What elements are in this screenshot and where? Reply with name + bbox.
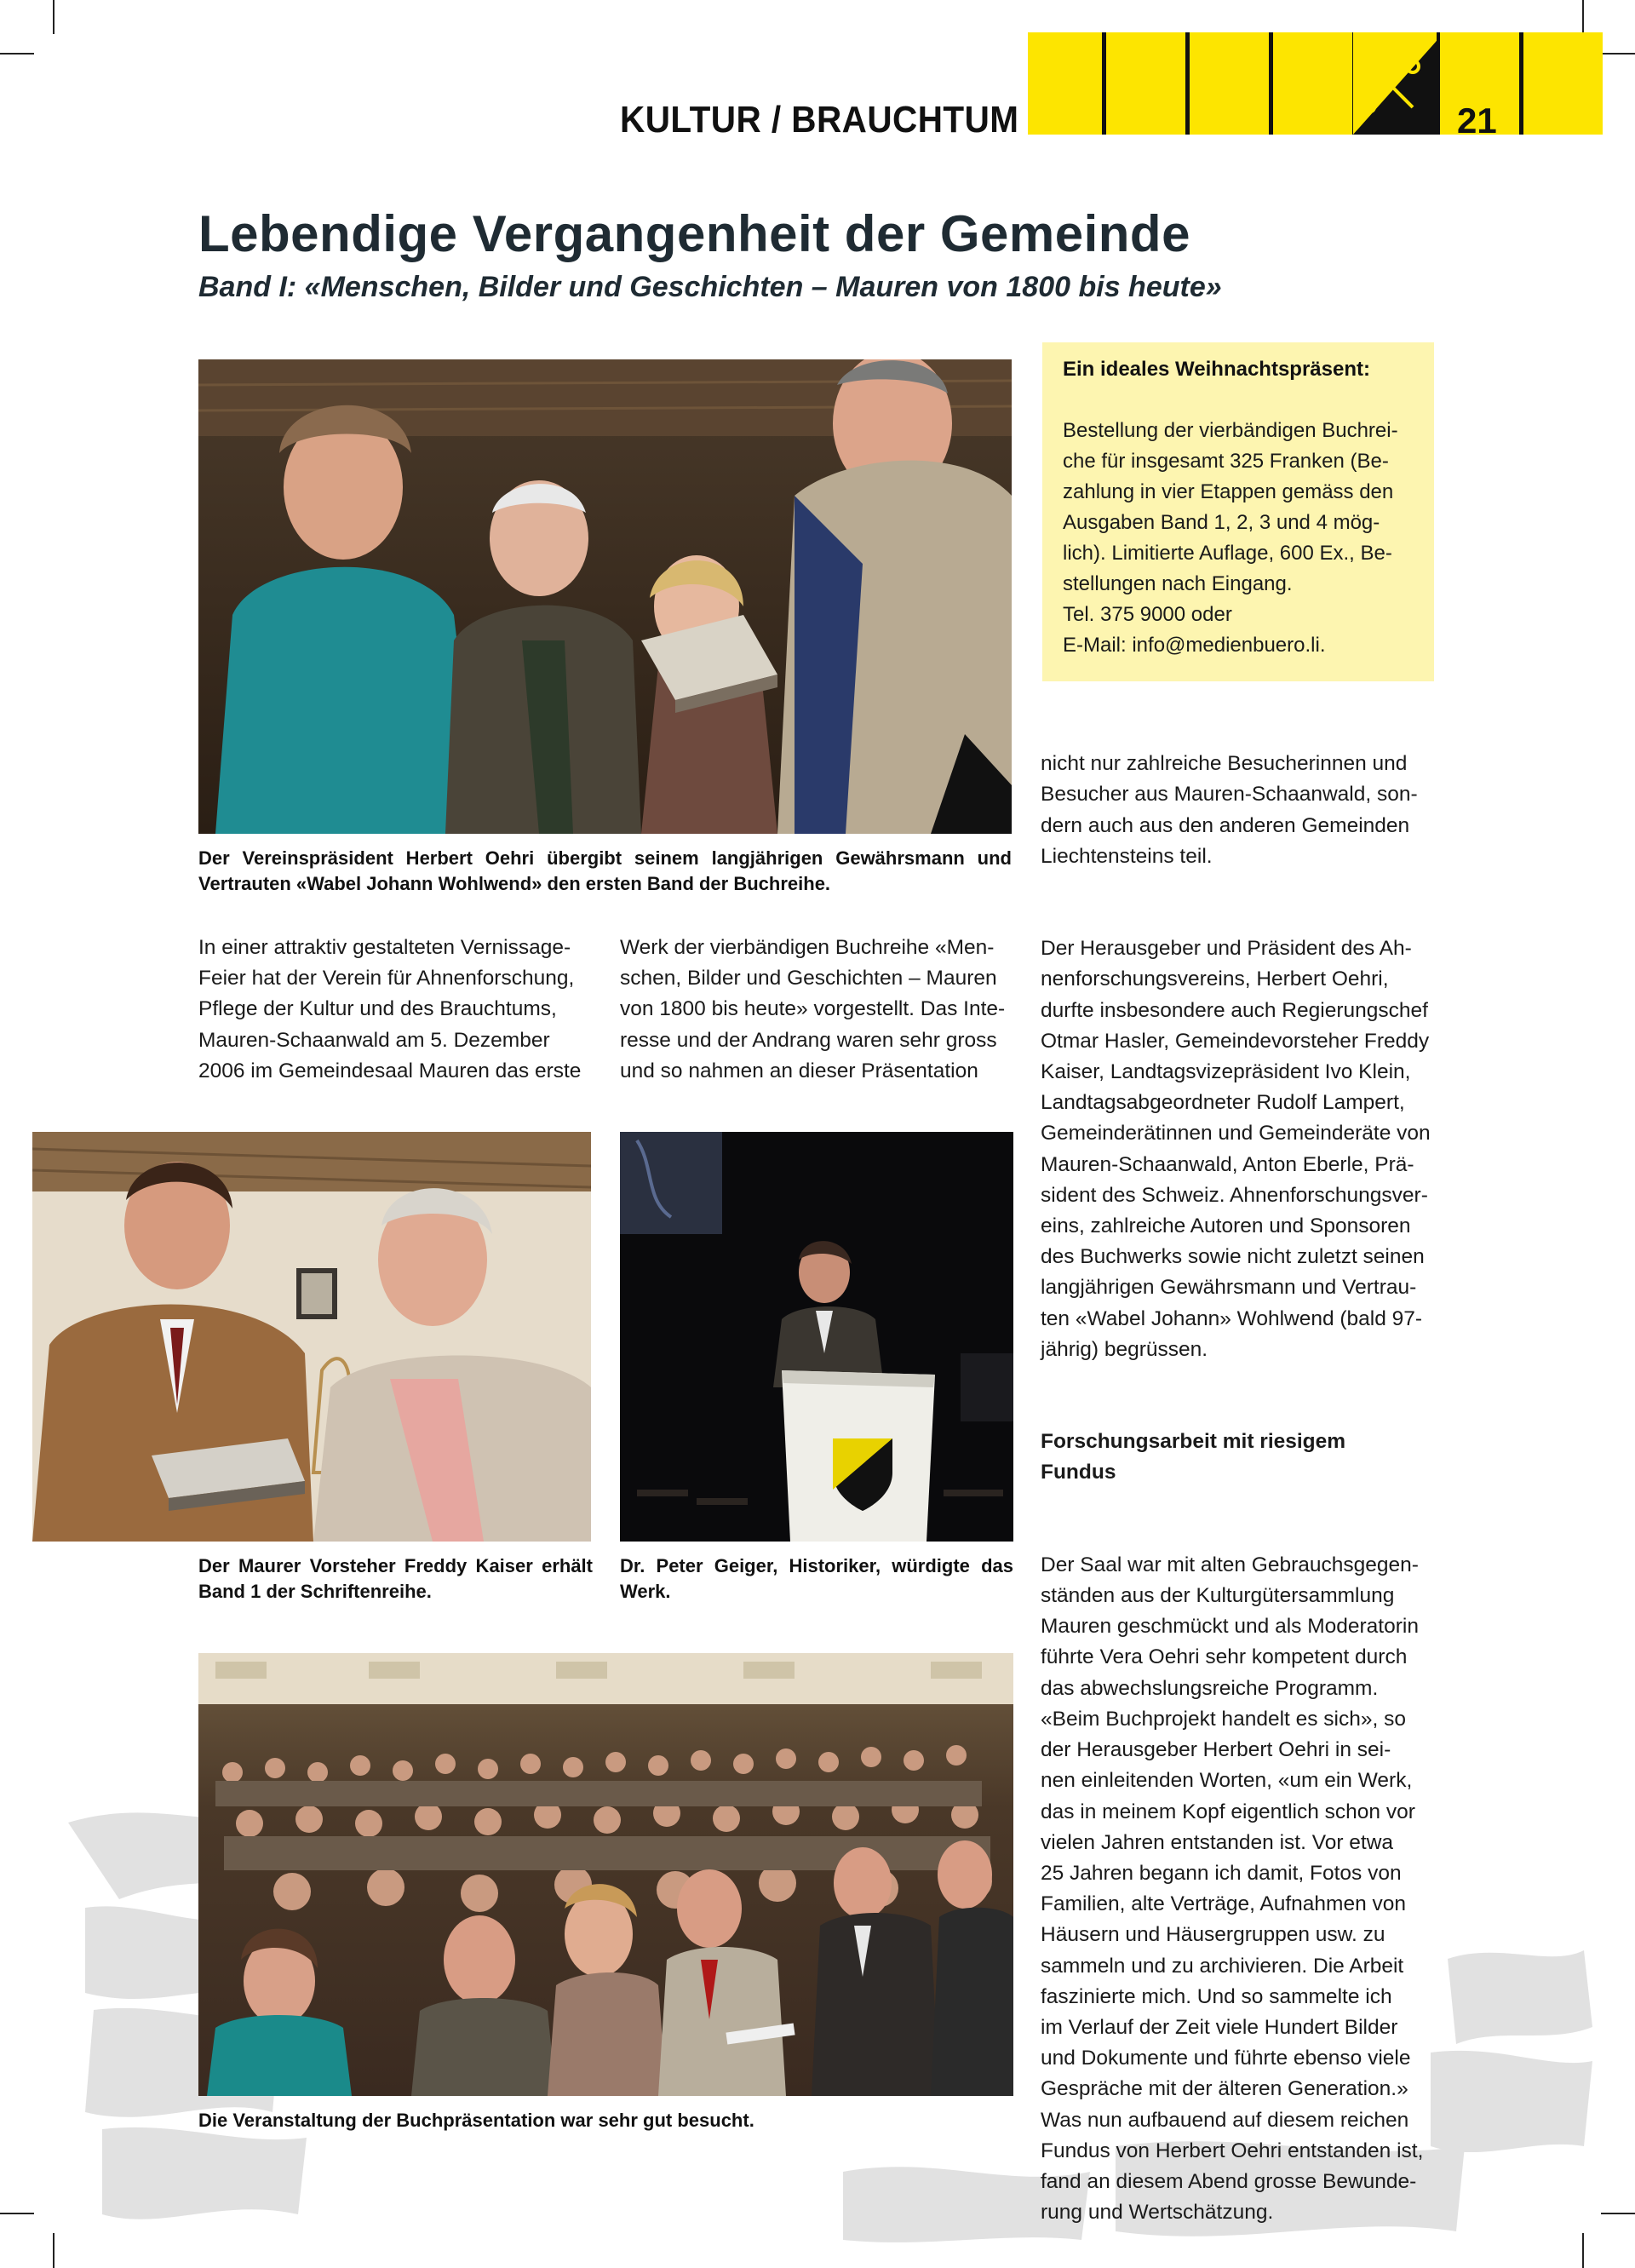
photo-freddy-kaiser (32, 1132, 591, 1542)
body-paragraph: Der Saal war mit alten Gebrauchsgegen- ständen aus der Kulturgütersammlung Mauren geschmückt und als Moderatorin führte Vera Oehri sehr kompetent durch das abwechslungsreiche Programm. «Beim Buchprojekt handelt es sich», so der Herausgeber Herbert Oehri in sei- nen einleitenden Worten, «um ein Werk, das in meinem Kopf eigentlich schon vor vielen Jahren entstanden ist. Vor etwa 25 Jahren begann ich damit, Fotos von Familien, alte Verträge, Aufnahmen von Häusern und Häusergruppen usw. zu sammeln und zu archivieren. Die Arbeit faszinierte mich. Und so sammelte ich im Verlauf der Zeit viele Hundert Bilder und Dokumente und führte ebenso viele Gespräche mit der älteren Generation.» Was nun aufbauend auf diesem reichen Fundus von Herbert Oehri entstanden ist, fand an diesem Abend grosse Bewunde- rung und Wertschätzung. (1041, 1553, 1424, 2225)
caption-photo-kaiser: Der Maurer Vorsteher Freddy Kaiser erhält Band 1 der Schriftenreihe. (198, 1555, 593, 1602)
crop-mark (0, 2213, 34, 2214)
section-label: KULTUR / BRAUCHTUM (620, 99, 1019, 141)
header-color-bar (1028, 32, 1603, 135)
info-box-title: Ein ideales Weihnachtspräsent: (1063, 358, 1370, 381)
body-column-3 (1041, 718, 1435, 2259)
body-column-1: In einer attraktiv gestalteten Vernissage- Feier hat der Verein für Ahnenforschung, Pflege der Kultur und des Brauchtums, Mauren-Schaanwald am 5. Dezember 2006 im Gemeindesaal Mauren das erste (198, 936, 582, 1082)
order-info-box (1042, 342, 1434, 681)
caption-photo-audience: Die Veranstaltung der Buchpräsentation war sehr gut besucht. (198, 2110, 754, 2131)
caption-photo-handover: Der Vereinspräsident Herbert Oehri übergibt seinem langjährigen Gewährsmann und Vertrauten «Wabel Johann Wohlwend» den ersten Band der Buchreihe. (198, 847, 1012, 894)
header-bar-divider (1269, 32, 1273, 135)
photo-book-handover (198, 359, 1012, 834)
crop-mark (1601, 53, 1635, 55)
caption-photo-geiger: Dr. Peter Geiger, Historiker, würdigte das Werk. (620, 1555, 1013, 1602)
header-bar-divider (1102, 32, 1106, 135)
coat-of-arms-icon (1353, 32, 1437, 135)
crop-mark (1601, 2213, 1635, 2214)
photo-audience (198, 1653, 1013, 2096)
body-paragraph: nicht nur zahlreiche Besucherinnen und Besucher aus Mauren-Schaanwald, son- dern auch aus den anderen Gemeinden Liechtensteins teil. (1041, 752, 1418, 868)
info-box-phone: Tel. 375 9000 oder (1063, 603, 1232, 626)
section-subheading: Forschungsarbeit mit riesigem Fundus (1041, 1430, 1346, 1484)
crop-mark (1582, 0, 1584, 34)
photo-peter-geiger (620, 1132, 1013, 1542)
body-column-2: Werk der vierbändigen Buchreihe «Men- schen, Bilder und Geschichten – Mauren von 1800 bis heute» vorgestellt. Das Inte- resse und der Andrang waren sehr gross und so nahmen an dieser Präsentation (620, 936, 1006, 1082)
article-subtitle: Band I: «Menschen, Bilder und Geschichten – Mauren von 1800 bis heute» (198, 271, 1222, 303)
body-paragraph: Der Herausgeber und Präsident des Ah- nenforschungsvereins, Herbert Oehri, durfte insbesondere auch Regierungschef Otmar Hasler, Gemeindevorsteher Freddy Kaiser, Landtagsvizepräsident Ivo Klein, Landtagsabgeordneter Rudolf Lampert, Gemeinderätinnen und Gemeinderäte von Mauren-Schaanwald, Anton Eberle, Prä- sident des Schweiz. Ahnenforschungsver- eins, zahlreiche Autoren und Sponsoren des Buchwerks sowie nicht zuletzt seinen langjährigen Gewährsmann und Vertrau- ten «Wabel Johann» Wohlwend (bald 97- jährig) begrüssen. (1041, 937, 1431, 1361)
info-box-text: Bestellung der vierbändigen Buchrei- che für insgesamt 325 Franken (Be- zahlung in vier Etappen gemäss den Ausgaben Band 1, 2, 3 und 4 mög- lich). Limitierte Auflage, 600 Ex., Be- stellungen nach Eingang. (1063, 419, 1398, 595)
info-box-email: E-Mail: info@medienbuero.li. (1063, 634, 1326, 657)
page-number: 21 (1457, 100, 1497, 141)
crop-mark (53, 0, 54, 34)
header-bar-divider (1519, 32, 1523, 135)
crop-mark (0, 53, 34, 55)
article-title: Lebendige Vergangenheit der Gemeinde (198, 205, 1190, 262)
header-bar-divider (1185, 32, 1190, 135)
